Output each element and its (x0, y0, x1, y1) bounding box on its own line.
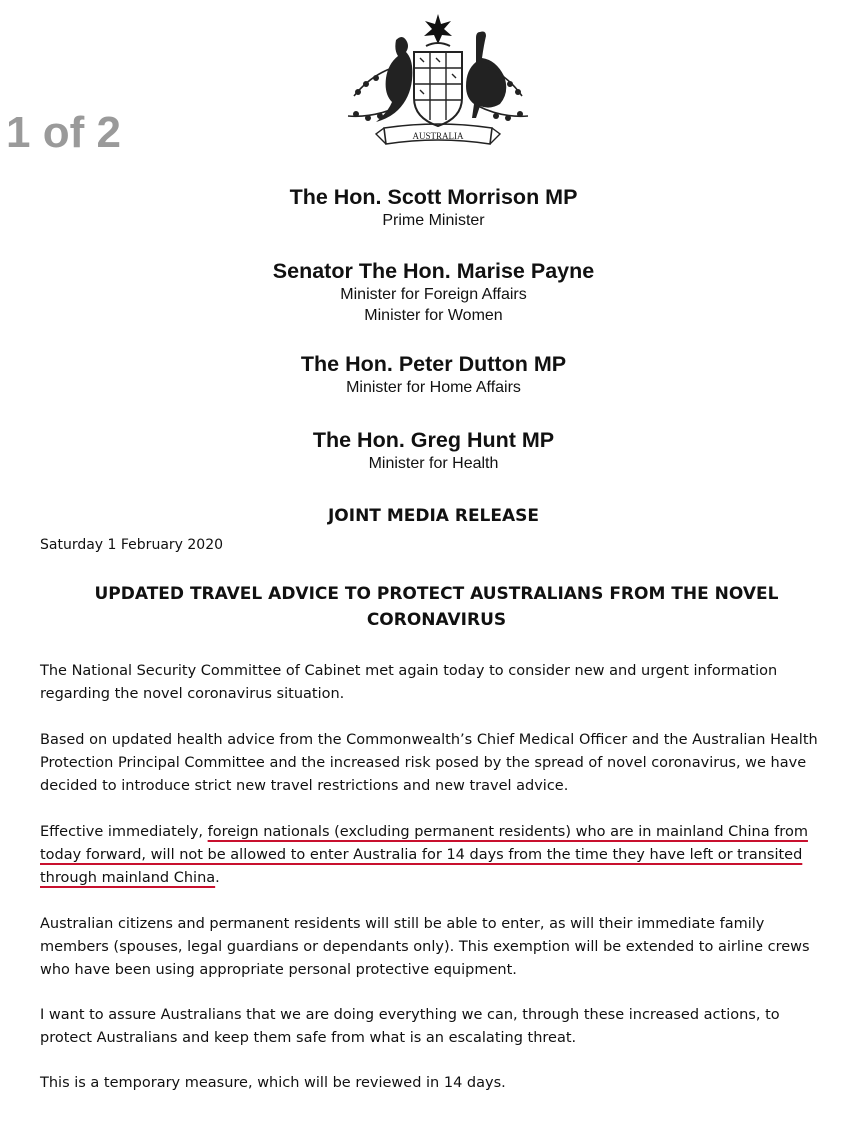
minister-block-hunt (0, 427, 867, 474)
minister-role: Minister for Health (368, 455, 499, 472)
minister-role: Minister for Women (364, 307, 503, 324)
page-indicator: 1 of 2 (6, 108, 121, 157)
body-paragraph-highlighted (40, 821, 830, 890)
body-paragraph: I want to assure Australians that we are doing everything we can, through these increased actions, to protect Australians and keep them safe from what is an escalating threat. (40, 1007, 780, 1046)
coat-of-arms-crest (340, 6, 536, 158)
release-headline: UPDATED TRAVEL ADVICE TO PROTECT AUSTRALIANS FROM THE NOVEL CORONAVIRUS (94, 584, 779, 630)
minister-name: The Hon. Peter Dutton MP (300, 352, 567, 376)
motto-text: AUSTRALIA (412, 131, 464, 141)
release-type-heading: JOINT MEDIA RELEASE (327, 506, 540, 526)
minister-role: Minister for Foreign Affairs (340, 286, 527, 303)
paragraph-lead: Effective immediately, (40, 824, 208, 840)
minister-name: Senator The Hon. Marise Payne (272, 259, 595, 283)
minister-role: Prime Minister (382, 212, 485, 229)
body-paragraph: This is a temporary measure, which will be reviewed in 14 days. (40, 1075, 506, 1091)
minister-block-morrison (0, 184, 867, 231)
minister-role: Minister for Home Affairs (346, 379, 521, 396)
minister-name: The Hon. Scott Morrison MP (289, 185, 578, 209)
shield-icon (414, 52, 462, 126)
highlighted-travel-restriction: foreign nationals (excluding permanent residents) who are in mainland China from today forward, will not be allowed to enter Australia for 14 days from the time they have left or transited through mainland China (40, 824, 808, 886)
minister-block-payne (0, 258, 867, 326)
body-paragraph: Based on updated health advice from the Commonwealth’s Chief Medical Officer and the Australian Health Protection Principal Committee and the increased risk posed by the spread of novel coronavirus, we have decided to introduce strict new travel restrictions and new travel advice. (40, 732, 818, 794)
release-date: Saturday 1 February 2020 (40, 537, 224, 553)
commonwealth-star-icon (424, 14, 452, 44)
minister-block-dutton (0, 351, 867, 398)
minister-name: The Hon. Greg Hunt MP (312, 428, 555, 452)
paragraph-tail: . (215, 870, 220, 886)
body-paragraph: The National Security Committee of Cabinet met again today to consider new and urgent information regarding the novel coronavirus situation. (40, 663, 778, 702)
body-paragraph: Australian citizens and permanent residents will still be able to enter, as will their immediate family members (spouses, legal guardians or dependants only). This exemption will be extended to airline crews who have been using appropriate personal protective equipment. (40, 916, 810, 978)
